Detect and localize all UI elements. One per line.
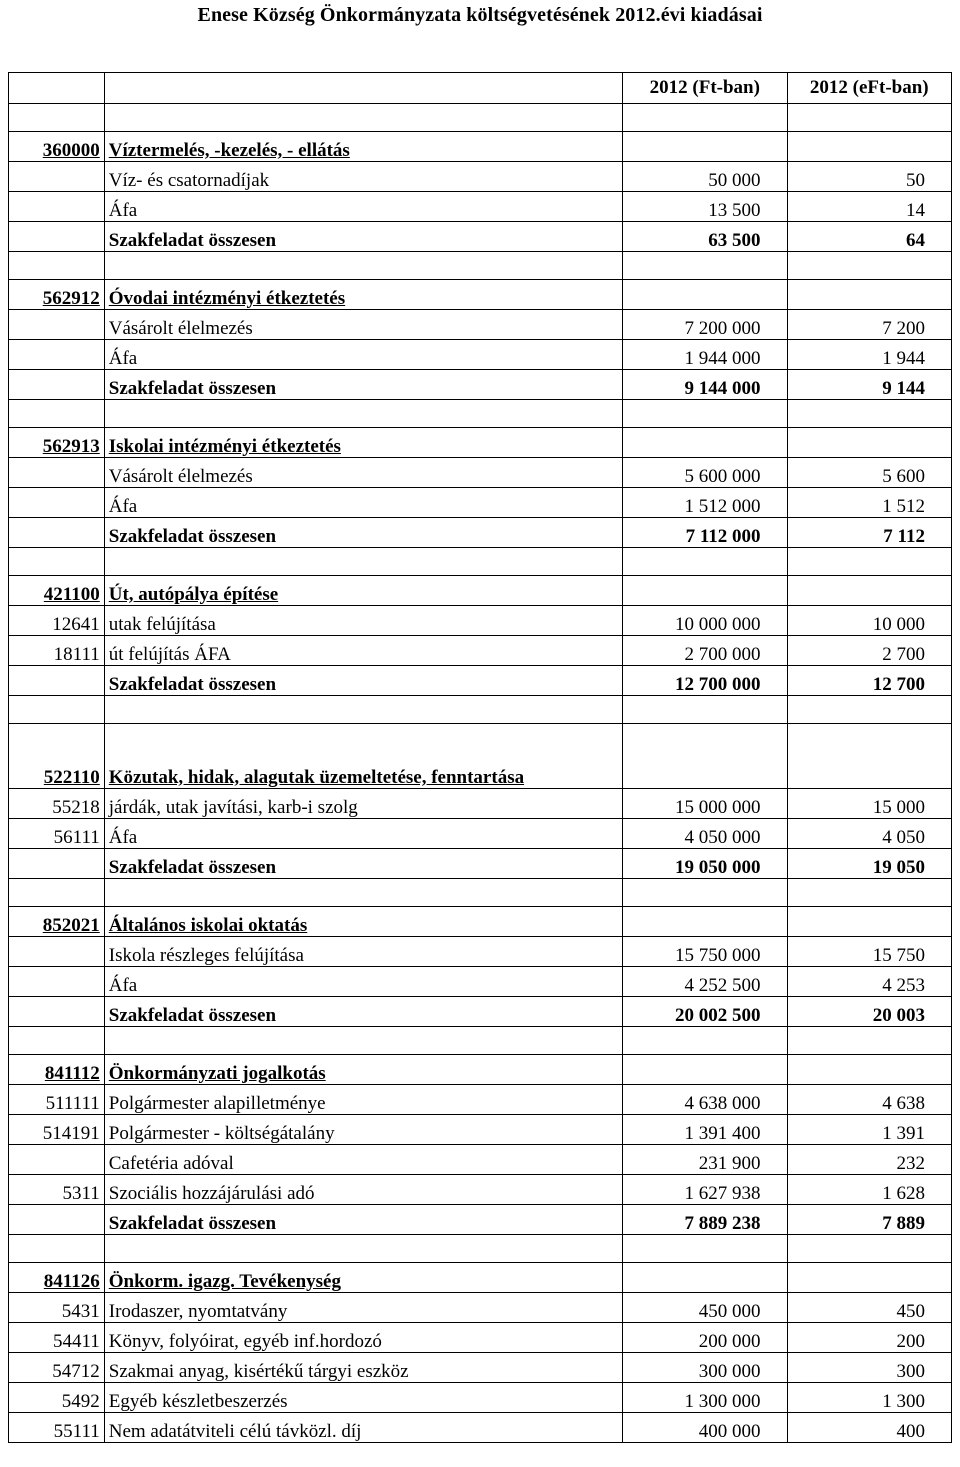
item-name: Vásárolt élelmezés xyxy=(104,458,622,488)
item-amount-ft: 450 000 xyxy=(623,1293,787,1323)
item-code xyxy=(9,162,105,192)
section-header-row xyxy=(9,724,952,789)
amount-eft-cell xyxy=(787,428,951,458)
name-cell xyxy=(104,1235,622,1263)
amount-ft-cell xyxy=(623,1235,787,1263)
total-label: Szakfeladat összesen xyxy=(104,518,622,548)
item-code xyxy=(9,488,105,518)
item-name: Polgármester - költségátalány xyxy=(104,1115,622,1145)
amount-ft-cell xyxy=(623,400,787,428)
blank-row xyxy=(9,548,952,576)
item-code xyxy=(9,310,105,340)
code-cell xyxy=(9,1027,105,1055)
line-item-row xyxy=(9,1293,952,1323)
item-amount-ft: 15 000 000 xyxy=(623,789,787,819)
item-code: 5492 xyxy=(9,1383,105,1413)
page-title: Enese Község Önkormányzata költségvetésének 2012.évi kiadásai xyxy=(197,4,763,26)
amount-eft-cell xyxy=(787,696,951,724)
amount-ft-cell xyxy=(623,696,787,724)
total-row xyxy=(9,222,952,252)
section-name: Út, autópálya építése xyxy=(104,576,622,606)
section-header-row xyxy=(9,280,952,310)
item-name: Könyv, folyóirat, egyéb inf.hordozó xyxy=(104,1323,622,1353)
header-code-cell xyxy=(9,73,105,104)
section-code: 421100 xyxy=(9,576,105,606)
line-item-row xyxy=(9,340,952,370)
total-label: Szakfeladat összesen xyxy=(104,849,622,879)
code-cell xyxy=(9,370,105,400)
line-item-row xyxy=(9,1383,952,1413)
item-name: Áfa xyxy=(104,488,622,518)
name-cell xyxy=(104,879,622,907)
item-amount-ft: 1 512 000 xyxy=(623,488,787,518)
item-amount-eft: 7 200 xyxy=(787,310,951,340)
name-cell xyxy=(104,1027,622,1055)
item-amount-eft: 15 750 xyxy=(787,937,951,967)
item-code: 54712 xyxy=(9,1353,105,1383)
section-code: 522110 xyxy=(9,724,105,789)
item-code: 5311 xyxy=(9,1175,105,1205)
column-header-ft: 2012 (Ft-ban) xyxy=(623,73,787,104)
item-name: járdák, utak javítási, karb-i szolg xyxy=(104,789,622,819)
code-cell xyxy=(9,696,105,724)
item-name: út felújítás ÁFA xyxy=(104,636,622,666)
amount-ft-cell xyxy=(623,280,787,310)
name-cell xyxy=(104,252,622,280)
total-row xyxy=(9,518,952,548)
amount-ft-cell xyxy=(623,132,787,162)
amount-eft-cell xyxy=(787,132,951,162)
item-amount-eft: 4 638 xyxy=(787,1085,951,1115)
item-name: Víz- és csatornadíjak xyxy=(104,162,622,192)
amount-eft-cell xyxy=(787,104,951,132)
section-name: Óvodai intézményi étkeztetés xyxy=(104,280,622,310)
blank-row xyxy=(9,879,952,907)
item-code xyxy=(9,192,105,222)
code-cell xyxy=(9,849,105,879)
item-name: Egyéb készletbeszerzés xyxy=(104,1383,622,1413)
item-code: 55218 xyxy=(9,789,105,819)
item-amount-eft: 300 xyxy=(787,1353,951,1383)
blank-row xyxy=(9,696,952,724)
item-name: Szakmai anyag, kisértékű tárgyi eszköz xyxy=(104,1353,622,1383)
line-item-row xyxy=(9,192,952,222)
item-amount-eft: 10 000 xyxy=(787,606,951,636)
amount-ft-cell xyxy=(623,576,787,606)
total-amount-ft: 7 889 238 xyxy=(623,1205,787,1235)
amount-eft-cell xyxy=(787,1055,951,1085)
section-header-row xyxy=(9,1263,952,1293)
item-amount-ft: 1 391 400 xyxy=(623,1115,787,1145)
total-amount-eft: 19 050 xyxy=(787,849,951,879)
section-code: 841126 xyxy=(9,1263,105,1293)
amount-ft-cell xyxy=(623,879,787,907)
total-row xyxy=(9,1205,952,1235)
item-amount-ft: 1 944 000 xyxy=(623,340,787,370)
amount-ft-cell xyxy=(623,1027,787,1055)
amount-ft-cell xyxy=(623,1055,787,1085)
amount-ft-cell xyxy=(623,907,787,937)
item-amount-eft: 2 700 xyxy=(787,636,951,666)
code-cell xyxy=(9,222,105,252)
item-amount-eft: 450 xyxy=(787,1293,951,1323)
item-amount-eft: 1 944 xyxy=(787,340,951,370)
line-item-row xyxy=(9,1323,952,1353)
item-amount-eft: 4 253 xyxy=(787,967,951,997)
line-item-row xyxy=(9,1413,952,1443)
blank-row xyxy=(9,104,952,132)
item-code xyxy=(9,340,105,370)
section-name: Víztermelés, -kezelés, - ellátás xyxy=(104,132,622,162)
blank-row xyxy=(9,1235,952,1263)
total-amount-ft: 19 050 000 xyxy=(623,849,787,879)
total-label: Szakfeladat összesen xyxy=(104,997,622,1027)
amount-eft-cell xyxy=(787,1235,951,1263)
amount-eft-cell xyxy=(787,280,951,310)
line-item-row xyxy=(9,967,952,997)
item-amount-eft: 4 050 xyxy=(787,819,951,849)
amount-ft-cell xyxy=(623,252,787,280)
item-amount-eft: 5 600 xyxy=(787,458,951,488)
total-amount-ft: 12 700 000 xyxy=(623,666,787,696)
total-row xyxy=(9,370,952,400)
header-name-cell xyxy=(104,73,622,104)
item-amount-eft: 200 xyxy=(787,1323,951,1353)
line-item-row xyxy=(9,937,952,967)
total-label: Szakfeladat összesen xyxy=(104,370,622,400)
total-amount-eft: 64 xyxy=(787,222,951,252)
amount-ft-cell xyxy=(623,724,787,789)
item-code xyxy=(9,937,105,967)
code-cell xyxy=(9,1235,105,1263)
code-cell xyxy=(9,997,105,1027)
total-amount-eft: 12 700 xyxy=(787,666,951,696)
amount-eft-cell xyxy=(787,1263,951,1293)
item-amount-eft: 232 xyxy=(787,1145,951,1175)
item-amount-ft: 2 700 000 xyxy=(623,636,787,666)
amount-eft-cell xyxy=(787,548,951,576)
item-name: utak felújítása xyxy=(104,606,622,636)
item-code: 5431 xyxy=(9,1293,105,1323)
amount-eft-cell xyxy=(787,400,951,428)
amount-ft-cell xyxy=(623,104,787,132)
line-item-row xyxy=(9,488,952,518)
item-amount-ft: 231 900 xyxy=(623,1145,787,1175)
section-code: 562912 xyxy=(9,280,105,310)
item-code: 12641 xyxy=(9,606,105,636)
section-header-row xyxy=(9,907,952,937)
item-name: Iskola részleges felújítása xyxy=(104,937,622,967)
amount-eft-cell xyxy=(787,724,951,789)
line-item-row xyxy=(9,1175,952,1205)
total-label: Szakfeladat összesen xyxy=(104,222,622,252)
item-amount-ft: 50 000 xyxy=(623,162,787,192)
item-amount-ft: 1 627 938 xyxy=(623,1175,787,1205)
item-code: 511111 xyxy=(9,1085,105,1115)
line-item-row xyxy=(9,819,952,849)
code-cell xyxy=(9,104,105,132)
total-amount-eft: 9 144 xyxy=(787,370,951,400)
item-code xyxy=(9,967,105,997)
item-code xyxy=(9,458,105,488)
item-name: Irodaszer, nyomtatvány xyxy=(104,1293,622,1323)
budget-table-body xyxy=(9,73,952,1443)
total-amount-eft: 7 889 xyxy=(787,1205,951,1235)
item-name: Cafetéria adóval xyxy=(104,1145,622,1175)
item-amount-ft: 4 050 000 xyxy=(623,819,787,849)
section-code: 841112 xyxy=(9,1055,105,1085)
item-amount-ft: 4 638 000 xyxy=(623,1085,787,1115)
code-cell xyxy=(9,518,105,548)
section-name: Közutak, hidak, alagutak üzemeltetése, fenntartása xyxy=(104,724,622,789)
section-code: 852021 xyxy=(9,907,105,937)
budget-table xyxy=(8,72,952,1443)
code-cell xyxy=(9,666,105,696)
code-cell xyxy=(9,1205,105,1235)
item-amount-eft: 15 000 xyxy=(787,789,951,819)
item-amount-ft: 400 000 xyxy=(623,1413,787,1443)
section-code: 562913 xyxy=(9,428,105,458)
section-code: 360000 xyxy=(9,132,105,162)
total-amount-ft: 9 144 000 xyxy=(623,370,787,400)
line-item-row xyxy=(9,1085,952,1115)
blank-row xyxy=(9,1027,952,1055)
section-header-row xyxy=(9,132,952,162)
amount-ft-cell xyxy=(623,548,787,576)
amount-ft-cell xyxy=(623,428,787,458)
item-amount-eft: 1 628 xyxy=(787,1175,951,1205)
item-name: Nem adatátviteli célú távközl. díj xyxy=(104,1413,622,1443)
item-amount-eft: 50 xyxy=(787,162,951,192)
name-cell xyxy=(104,696,622,724)
item-name: Vásárolt élelmezés xyxy=(104,310,622,340)
item-code: 55111 xyxy=(9,1413,105,1443)
item-code: 514191 xyxy=(9,1115,105,1145)
line-item-row xyxy=(9,458,952,488)
code-cell xyxy=(9,879,105,907)
line-item-row xyxy=(9,1353,952,1383)
item-amount-ft: 10 000 000 xyxy=(623,606,787,636)
total-row xyxy=(9,997,952,1027)
total-label: Szakfeladat összesen xyxy=(104,1205,622,1235)
table-header-row xyxy=(9,73,952,104)
total-label: Szakfeladat összesen xyxy=(104,666,622,696)
total-amount-ft: 7 112 000 xyxy=(623,518,787,548)
section-name: Önkormányzati jogalkotás xyxy=(104,1055,622,1085)
item-amount-ft: 300 000 xyxy=(623,1353,787,1383)
item-amount-eft: 400 xyxy=(787,1413,951,1443)
total-amount-eft: 20 003 xyxy=(787,997,951,1027)
item-amount-ft: 15 750 000 xyxy=(623,937,787,967)
section-name: Általános iskolai oktatás xyxy=(104,907,622,937)
line-item-row xyxy=(9,310,952,340)
name-cell xyxy=(104,400,622,428)
total-amount-ft: 20 002 500 xyxy=(623,997,787,1027)
total-amount-ft: 63 500 xyxy=(623,222,787,252)
item-amount-eft: 14 xyxy=(787,192,951,222)
item-name: Szociális hozzájárulási adó xyxy=(104,1175,622,1205)
line-item-row xyxy=(9,606,952,636)
item-amount-ft: 13 500 xyxy=(623,192,787,222)
total-amount-eft: 7 112 xyxy=(787,518,951,548)
line-item-row xyxy=(9,789,952,819)
amount-eft-cell xyxy=(787,252,951,280)
amount-eft-cell xyxy=(787,576,951,606)
item-name: Áfa xyxy=(104,340,622,370)
item-amount-ft: 4 252 500 xyxy=(623,967,787,997)
line-item-row xyxy=(9,1145,952,1175)
item-code: 54411 xyxy=(9,1323,105,1353)
blank-row xyxy=(9,400,952,428)
item-amount-eft: 1 391 xyxy=(787,1115,951,1145)
item-name: Áfa xyxy=(104,192,622,222)
item-code: 18111 xyxy=(9,636,105,666)
blank-row xyxy=(9,252,952,280)
code-cell xyxy=(9,400,105,428)
code-cell xyxy=(9,252,105,280)
item-name: Áfa xyxy=(104,819,622,849)
section-header-row xyxy=(9,576,952,606)
item-amount-ft: 1 300 000 xyxy=(623,1383,787,1413)
amount-eft-cell xyxy=(787,907,951,937)
item-amount-ft: 5 600 000 xyxy=(623,458,787,488)
section-header-row xyxy=(9,428,952,458)
item-amount-ft: 200 000 xyxy=(623,1323,787,1353)
amount-eft-cell xyxy=(787,879,951,907)
item-amount-eft: 1 512 xyxy=(787,488,951,518)
section-name: Iskolai intézményi étkeztetés xyxy=(104,428,622,458)
name-cell xyxy=(104,548,622,576)
total-row xyxy=(9,849,952,879)
section-name: Önkorm. igazg. Tevékenység xyxy=(104,1263,622,1293)
item-name: Áfa xyxy=(104,967,622,997)
line-item-row xyxy=(9,636,952,666)
item-amount-ft: 7 200 000 xyxy=(623,310,787,340)
item-code: 56111 xyxy=(9,819,105,849)
item-code xyxy=(9,1145,105,1175)
line-item-row xyxy=(9,162,952,192)
section-header-row xyxy=(9,1055,952,1085)
amount-eft-cell xyxy=(787,1027,951,1055)
column-header-eft: 2012 (eFt-ban) xyxy=(787,73,951,104)
amount-ft-cell xyxy=(623,1263,787,1293)
item-name: Polgármester alapilletménye xyxy=(104,1085,622,1115)
name-cell xyxy=(104,104,622,132)
code-cell xyxy=(9,548,105,576)
item-amount-eft: 1 300 xyxy=(787,1383,951,1413)
line-item-row xyxy=(9,1115,952,1145)
total-row xyxy=(9,666,952,696)
